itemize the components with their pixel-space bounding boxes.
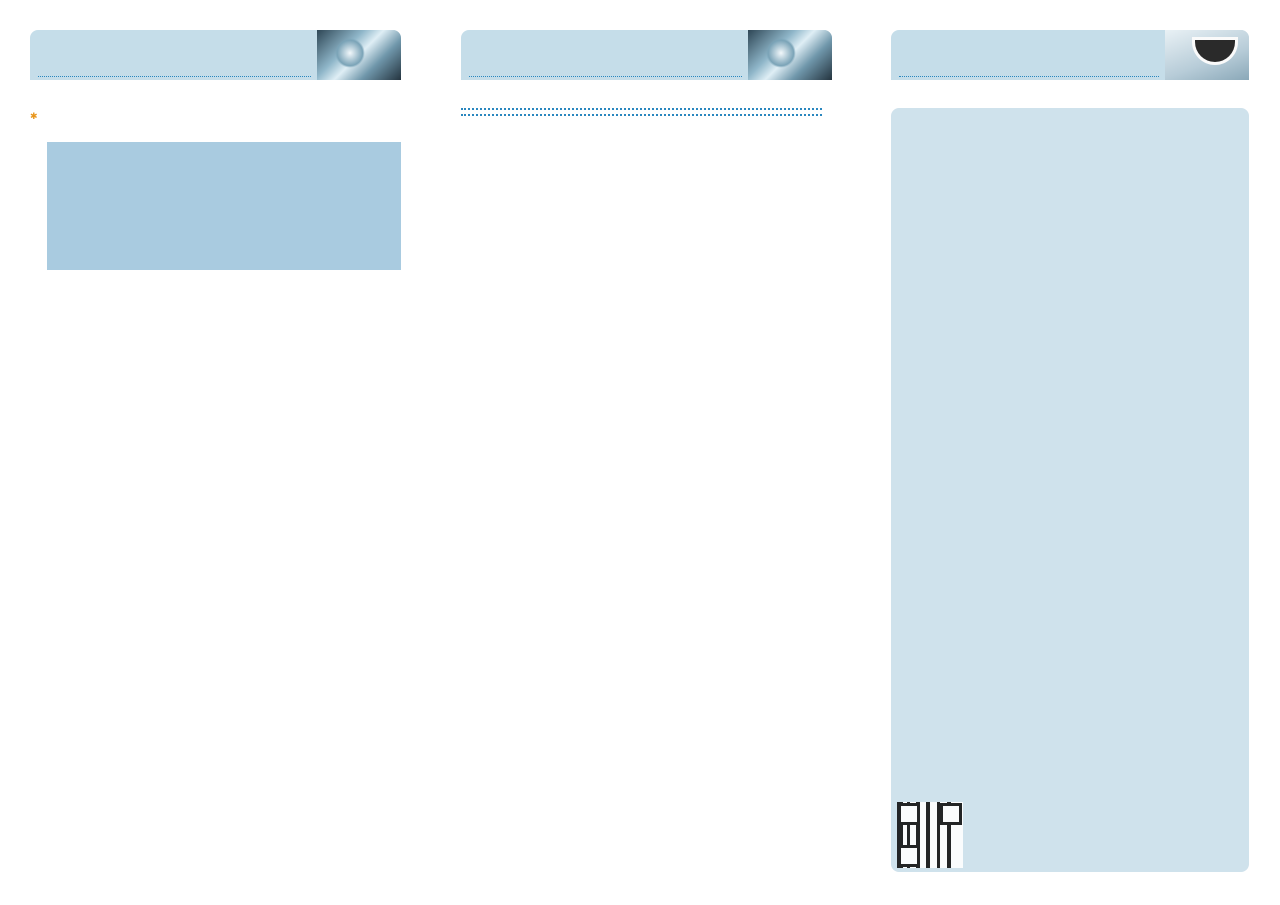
psalm-separator — [461, 108, 822, 116]
sermon-banner — [47, 142, 401, 270]
qr-code[interactable] — [897, 802, 963, 868]
message-title — [891, 108, 1249, 120]
note-row — [30, 108, 401, 134]
header-decor-image — [748, 30, 832, 80]
psalm-body — [461, 80, 832, 116]
star-icon: ✱ — [30, 112, 38, 122]
header-dotted-line — [899, 76, 1159, 77]
order-of-worship-column — [30, 30, 401, 284]
header-decor-image — [317, 30, 401, 80]
message-column — [891, 30, 1249, 872]
message-body — [891, 120, 1249, 138]
message-box — [891, 108, 1249, 872]
message-quotes — [891, 138, 1249, 152]
order-header — [30, 30, 401, 80]
sermon-title-ko — [47, 142, 401, 172]
coffee-cup-image — [1165, 30, 1249, 80]
header-dotted-line — [38, 76, 311, 77]
header-dotted-line — [469, 76, 742, 77]
psalm-column — [461, 30, 832, 128]
standing-note — [30, 112, 38, 122]
psalm-header — [461, 30, 832, 80]
qr-finder — [898, 845, 920, 867]
message-header — [891, 30, 1249, 80]
